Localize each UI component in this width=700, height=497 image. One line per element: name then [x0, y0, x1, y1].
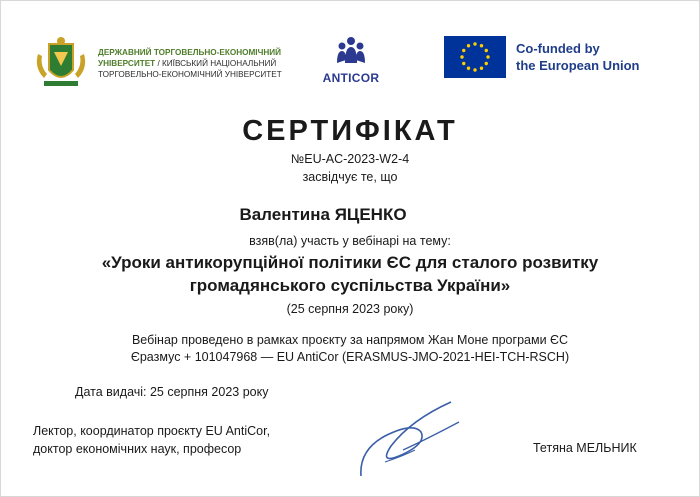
lecturer-title-line1: Лектор, координатор проєкту EU AntiCor,: [33, 424, 271, 438]
university-name-line2b: / КИЇВСЬКИЙ НАЦІОНАЛЬНИЙ: [155, 58, 277, 68]
university-name: [98, 47, 282, 80]
eu-star-icon: [467, 44, 470, 47]
signature-image: [355, 398, 465, 480]
eu-star-icon: [480, 67, 483, 70]
eu-star-icon: [485, 62, 488, 65]
eu-text-line1: Co-funded by: [516, 41, 600, 56]
eu-star-icon: [462, 62, 465, 65]
eu-star-icon: [473, 68, 476, 71]
recipient-name: Валентина ЯЦЕНКО: [239, 205, 407, 224]
participated-text: взяв(ла) участь у вебінарі на тему:: [249, 234, 451, 248]
logo-header: [0, 28, 700, 98]
signatory-name: Тетяна МЕЛЬНИК: [533, 441, 637, 455]
eu-text-line2: the European Union: [516, 58, 640, 73]
eu-star-icon: [467, 67, 470, 70]
webinar-date: (25 серпня 2023 року): [286, 302, 414, 316]
lecturer-title-line2: доктор економічних наук, професор: [33, 442, 242, 456]
university-name-line1: ДЕРЖАВНИЙ ТОРГОВЕЛЬНО-ЕКОНОМІЧНИЙ: [98, 47, 282, 57]
anticor-people-icon: [334, 36, 368, 64]
anticor-label: ANTICOR: [322, 71, 380, 85]
certificate-title: СЕРТИФІКАТ: [242, 115, 458, 147]
university-logo-block: [32, 34, 282, 92]
anticor-logo: [316, 36, 386, 85]
webinar-topic-line1: «Уроки антикорупційної політики ЄС для сталого розвитку: [101, 253, 599, 272]
university-crest-icon: [32, 34, 90, 92]
webinar-topic-line2: громадянського суспільства України»: [189, 276, 511, 295]
eu-cofunded-logo: [444, 36, 640, 78]
certificate-number: №EU-AC-2023-W2-4: [290, 152, 410, 166]
eu-star-icon: [485, 49, 488, 52]
eu-star-icon: [480, 44, 483, 47]
project-info-line1: Вебінар проведено в рамках проєкту за напрямом Жан Моне програми ЄС: [131, 333, 569, 347]
university-name-line3: ТОРГОВЕЛЬНО-ЕКОНОМІЧНИЙ УНІВЕРСИТЕТ: [98, 69, 282, 79]
university-name-line2a: УНІВЕРСИТЕТ: [98, 58, 156, 68]
eu-cofunded-text: [516, 40, 640, 74]
issue-date: Дата видачі: 25 серпня 2023 року: [75, 385, 269, 399]
eu-star-icon: [460, 55, 463, 58]
eu-flag-icon: [444, 36, 506, 78]
eu-star-icon: [462, 49, 465, 52]
certifies-text: засвідчує те, що: [302, 170, 398, 184]
project-info-line2: Єразмус + 101047968 — EU AntiCor (ERASMUS-JMO-2021-HEI-TCH-RSCH): [130, 350, 570, 364]
eu-star-icon: [486, 55, 489, 58]
eu-star-icon: [473, 42, 476, 45]
